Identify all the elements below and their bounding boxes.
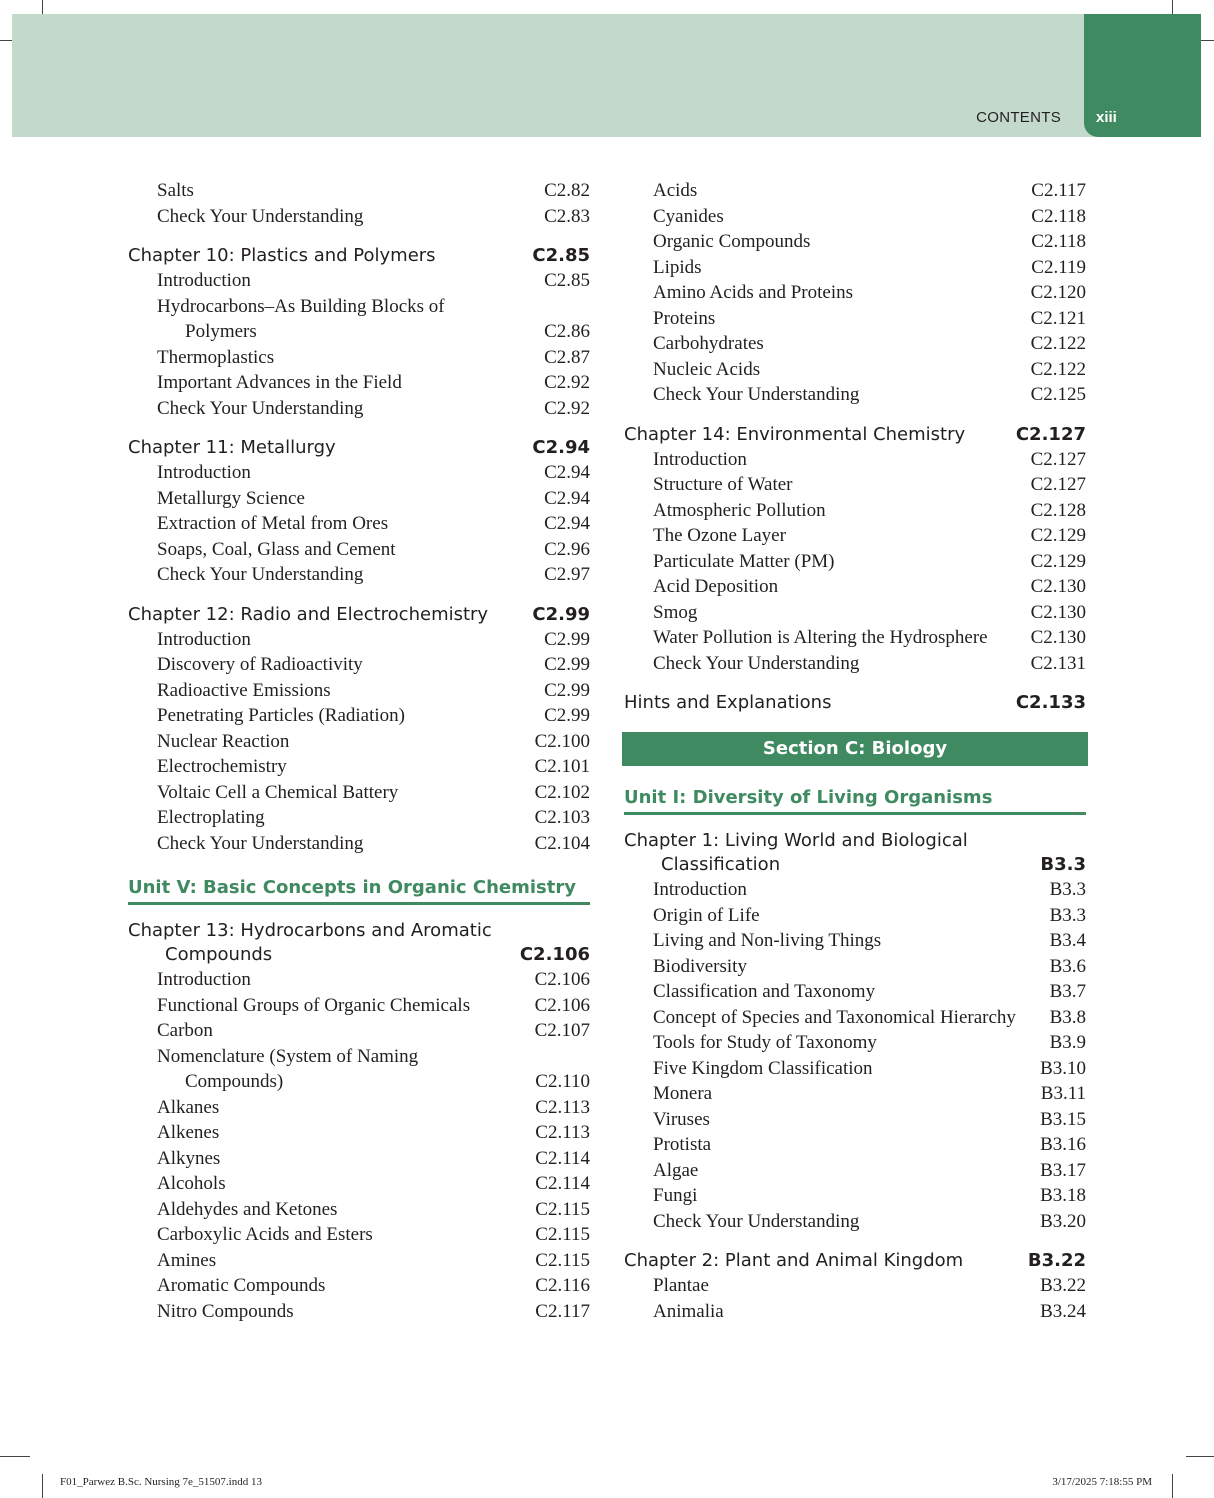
toc-entry: Nuclear Reaction C2.100 bbox=[157, 730, 590, 752]
toc-entry: Check Your Understanding C2.104 bbox=[157, 832, 590, 854]
toc-entry: Check Your Understanding C2.92 bbox=[157, 397, 590, 419]
toc-entry: Proteins C2.121 bbox=[653, 307, 1086, 329]
toc-entry: Voltaic Cell a Chemical Battery C2.102 bbox=[157, 781, 590, 803]
toc-entry: Acid Deposition C2.130 bbox=[653, 576, 1086, 597]
toc-entry: Tools for Study of Taxonomy B3.9 bbox=[653, 1032, 1086, 1053]
toc-entry: Check Your Understanding C2.97 bbox=[157, 564, 590, 585]
toc-entry: Introduction C2.106 bbox=[157, 969, 590, 990]
footer-date-slug: 3/17/2025 7:18:55 PM bbox=[1052, 1476, 1152, 1488]
toc-entry: Algae B3.17 bbox=[653, 1159, 1086, 1181]
toc-right-column bbox=[624, 178, 1086, 1324]
bio-chapter-heading-1: Chapter 1: Living World and Biological Classification B3.3 bbox=[624, 830, 1086, 875]
toc-entry: Viruses B3.15 bbox=[653, 1108, 1086, 1130]
crop-mark bbox=[42, 1474, 43, 1498]
toc-entry: Alkynes C2.114 bbox=[157, 1147, 590, 1169]
toc-entry: Acids C2.117 bbox=[653, 180, 1086, 201]
toc-entry: Check Your Understanding C2.83 bbox=[157, 205, 590, 227]
toc-entry: Check Your Understanding B3.20 bbox=[653, 1210, 1086, 1232]
toc-entry: Fungi B3.18 bbox=[653, 1185, 1086, 1206]
toc-entry: Plantae B3.22 bbox=[653, 1275, 1086, 1296]
chapter-heading-12: Chapter 12: Radio and Electrochemistry C2.99 bbox=[128, 603, 590, 625]
toc-entry: Functional Groups of Organic Chemicals C2.106 bbox=[157, 994, 590, 1016]
toc-entry: Origin of Life B3.3 bbox=[653, 904, 1086, 926]
toc-entry: Introduction C2.127 bbox=[653, 448, 1086, 470]
running-header-title: CONTENTS bbox=[976, 109, 1061, 126]
toc-entry: Check Your Understanding C2.131 bbox=[653, 652, 1086, 674]
toc-entry: Amines C2.115 bbox=[157, 1249, 590, 1271]
toc-entry: Living and Non-living Things B3.4 bbox=[653, 930, 1086, 951]
chapter-heading-14: Chapter 14: Environmental Chemistry C2.127 bbox=[624, 423, 1086, 445]
toc-entry: Aldehydes and Ketones C2.115 bbox=[157, 1198, 590, 1220]
bio-chapter-heading-2: Chapter 2: Plant and Animal Kingdom B3.22 bbox=[624, 1250, 1086, 1271]
crop-mark bbox=[1186, 1456, 1214, 1457]
toc-entry: Electrochemistry C2.101 bbox=[157, 756, 590, 777]
toc-entry: Amino Acids and Proteins C2.120 bbox=[653, 282, 1086, 303]
toc-entry: Monera B3.11 bbox=[653, 1083, 1086, 1104]
toc-entry: Radioactive Emissions C2.99 bbox=[157, 679, 590, 701]
section-banner: Section C: Biology bbox=[622, 732, 1088, 766]
toc-entry: Metallurgy Science C2.94 bbox=[157, 487, 590, 509]
chapter-heading-13: Chapter 13: Hydrocarbons and Aromatic Compounds C2.106 bbox=[128, 920, 590, 965]
toc-entry: Atmospheric Pollution C2.128 bbox=[653, 499, 1086, 521]
toc-entry: Nucleic Acids C2.122 bbox=[653, 358, 1086, 380]
toc-entry: Classification and Taxonomy B3.7 bbox=[653, 981, 1086, 1002]
toc-entry: The Ozone Layer C2.129 bbox=[653, 525, 1086, 546]
toc-entry: Organic Compounds C2.118 bbox=[653, 231, 1086, 252]
toc-entry: Nitro Compounds C2.117 bbox=[157, 1300, 590, 1322]
toc-entry: Salts C2.82 bbox=[157, 180, 590, 201]
toc-entry: Introduction C2.85 bbox=[157, 270, 590, 291]
toc-entry: Check Your Understanding C2.125 bbox=[653, 384, 1086, 405]
toc-entry: Carboxylic Acids and Esters C2.115 bbox=[157, 1224, 590, 1245]
toc-entry: Particulate Matter (PM) C2.129 bbox=[653, 550, 1086, 572]
toc-entry: Electroplating C2.103 bbox=[157, 807, 590, 828]
toc-left-column bbox=[128, 178, 590, 1324]
toc-entry: Smog C2.130 bbox=[653, 601, 1086, 623]
unit-heading-5: Unit V: Basic Concepts in Organic Chemistry bbox=[128, 876, 590, 905]
toc-entry: Carbon C2.107 bbox=[157, 1020, 590, 1041]
unit-heading-1: Unit I: Diversity of Living Organisms bbox=[624, 786, 1086, 815]
page-number: xiii bbox=[1096, 109, 1117, 126]
toc-entry: Alkenes C2.113 bbox=[157, 1122, 590, 1143]
toc-entry: Animalia B3.24 bbox=[653, 1300, 1086, 1322]
toc-entry: Thermoplastics C2.87 bbox=[157, 346, 590, 368]
chapter-heading-11: Chapter 11: Metallurgy C2.94 bbox=[128, 437, 590, 458]
crop-mark bbox=[0, 1456, 30, 1457]
toc-entry: Hydrocarbons–As Building Blocks of Polymers C2.86 bbox=[157, 295, 590, 342]
toc-entry: Discovery of Radioactivity C2.99 bbox=[157, 654, 590, 675]
toc-entry: Water Pollution is Altering the Hydrosphere C2.130 bbox=[653, 627, 1086, 648]
toc-entry: Structure of Water C2.127 bbox=[653, 474, 1086, 495]
toc-entry: Five Kingdom Classification B3.10 bbox=[653, 1057, 1086, 1079]
toc-entry: Protista B3.16 bbox=[653, 1134, 1086, 1155]
toc-entry: Nomenclature (System of Naming Compounds) C2.110 bbox=[157, 1045, 590, 1092]
toc-entry: Concept of Species and Taxonomical Hierarchy B3.8 bbox=[653, 1006, 1086, 1028]
hints-heading: Hints and Explanations C2.133 bbox=[624, 692, 1086, 713]
toc-entry: Carbohydrates C2.122 bbox=[653, 333, 1086, 354]
toc-entry: Penetrating Particles (Radiation) C2.99 bbox=[157, 705, 590, 726]
toc-entry: Important Advances in the Field C2.92 bbox=[157, 372, 590, 393]
toc-entry: Alcohols C2.114 bbox=[157, 1173, 590, 1194]
toc-entry: Alkanes C2.113 bbox=[157, 1096, 590, 1118]
toc-entry: Biodiversity B3.6 bbox=[653, 955, 1086, 977]
toc-entry: Cyanides C2.118 bbox=[653, 205, 1086, 227]
toc-entry: Introduction B3.3 bbox=[653, 879, 1086, 900]
toc-entry: Extraction of Metal from Ores C2.94 bbox=[157, 513, 590, 534]
toc-entry: Introduction C2.94 bbox=[157, 462, 590, 483]
footer-file-slug: F01_Parwez B.Sc. Nursing 7e_51507.indd 13 bbox=[60, 1476, 262, 1488]
crop-mark bbox=[1172, 1474, 1173, 1498]
toc-entry: Introduction C2.99 bbox=[157, 628, 590, 650]
toc-entry: Lipids C2.119 bbox=[653, 256, 1086, 278]
chapter-heading-10: Chapter 10: Plastics and Polymers C2.85 bbox=[128, 245, 590, 266]
toc-entry: Aromatic Compounds C2.116 bbox=[157, 1275, 590, 1296]
toc-entry: Soaps, Coal, Glass and Cement C2.96 bbox=[157, 538, 590, 560]
